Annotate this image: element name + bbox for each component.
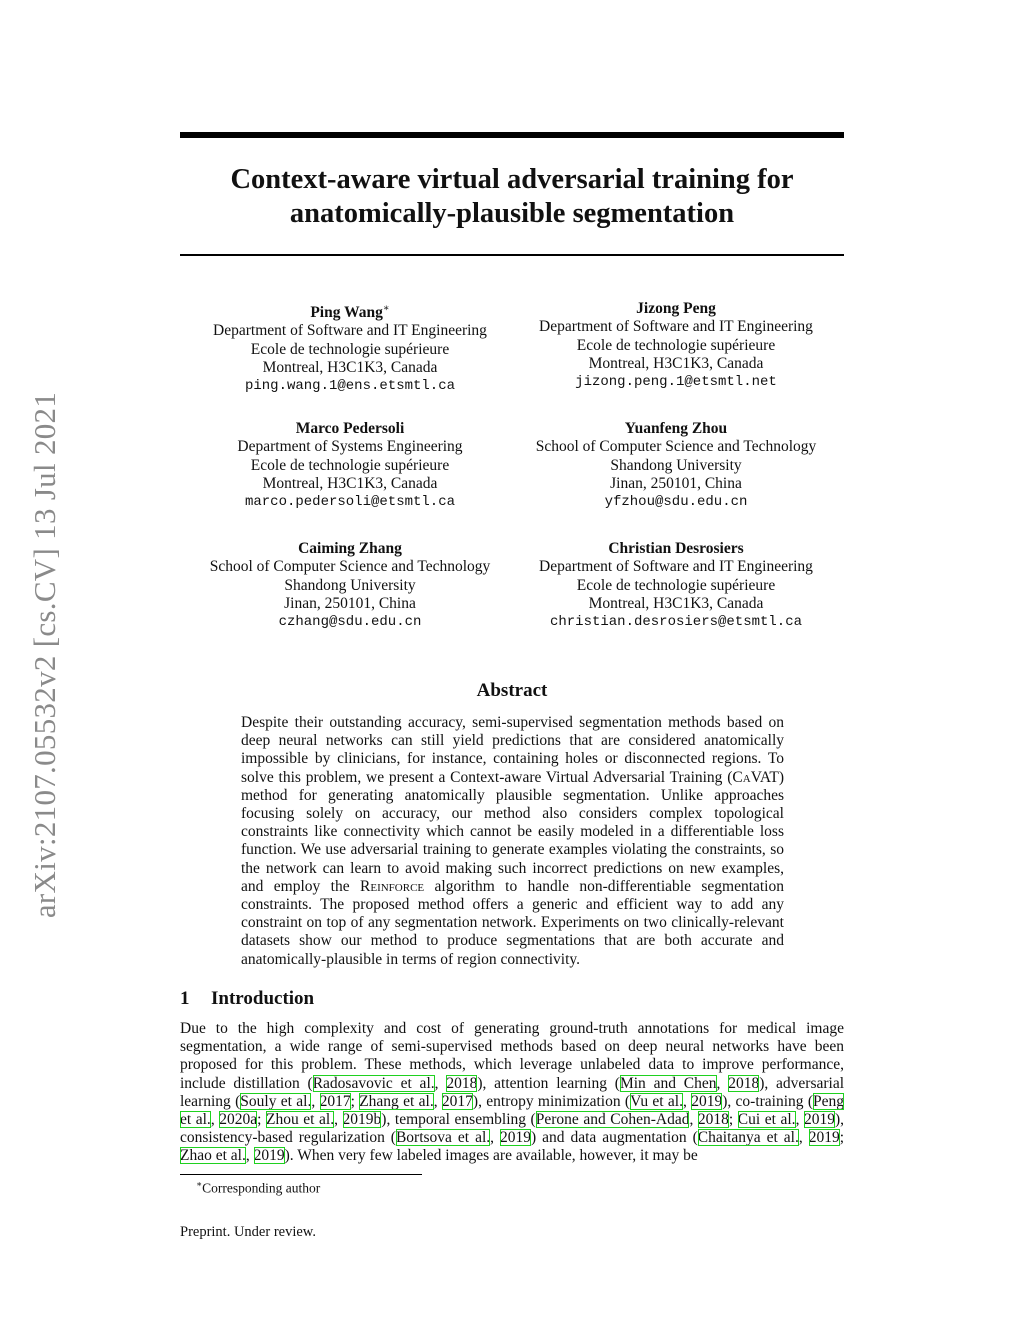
- author-block-3: [185, 420, 515, 511]
- citation-link[interactable]: 2019: [691, 1092, 723, 1110]
- citation-link[interactable]: 2017: [319, 1092, 351, 1110]
- footnote-mark: ∗: [196, 1179, 203, 1189]
- title-rule-bottom: [180, 254, 844, 256]
- author-name: Ping Wang: [310, 304, 383, 322]
- citation-link[interactable]: Vu et al.: [630, 1092, 683, 1110]
- author-institution: Shandong University: [284, 576, 416, 594]
- citation-link[interactable]: 2019: [804, 1111, 835, 1129]
- author-institution: Ecole de technologie supérieure: [576, 336, 776, 354]
- citation-link[interactable]: Cui et al.: [737, 1111, 796, 1129]
- citation-link[interactable]: Min and Chen: [619, 1074, 717, 1092]
- citation-link[interactable]: 2018: [728, 1074, 760, 1092]
- citation-link[interactable]: Bortsova et al.: [395, 1129, 491, 1147]
- section-title: Introduction: [211, 988, 315, 1009]
- section-heading-introduction: [180, 988, 314, 1010]
- author-department: Department of Systems Engineering: [237, 438, 463, 456]
- author-email[interactable]: yfzhou@sdu.edu.cn: [604, 494, 748, 511]
- arxiv-identifier-stamp: [10, 365, 80, 945]
- author-location: Montreal, H3C1K3, Canada: [588, 594, 764, 612]
- citation-link[interactable]: Chaitanya et al.: [697, 1129, 799, 1147]
- author-location: Montreal, H3C1K3, Canada: [588, 354, 764, 372]
- author-name: Caiming Zhang: [298, 540, 402, 557]
- author-name: Yuanfeng Zhou: [624, 420, 728, 437]
- citation-link[interactable]: Zhou et al.: [266, 1111, 335, 1129]
- abstract-text: Despite their outstanding accuracy, semi-supervised segmentation methods based on deep neural networks can still yield predictions that are considered anatomically impossible by clinicians, for instance, containing holes or disconnected regions. To solve this problem, we present a Context-aware Virtual Adversarial Training (CaVAT) method for generating anatomically plausible segmentation. Unlike approaches focusing solely on accuracy, our method also considers complex topological constraints like connectivity which cannot be easily modeled in a differentiable loss function. We use adversarial training to generate examples violating the constraints, so the network can learn to avoid making such incorrect predictions on new examples, and employ the Reinforce algorithm to handle non-differentiable segmentation constraints. The proposed method offers a generic and efficient way to add any constraint on top of any segmentation network. Experiments on two clinically-relevant datasets show our method to produce segmentations that are both accurate and anatomically-plausible in terms of region connectivity.: [241, 714, 784, 968]
- author-block-6: [511, 540, 841, 631]
- author-block-1: [185, 300, 515, 396]
- introduction-paragraph: Due to the high complexity and cost of generating ground-truth annotations for medical image segmentation, a wide range of semi-supervised methods based on deep neural networks have been proposed for this problem. These methods, which leverage unlabeled data to improve performance, include distillation (Radosavovic et al., 2018), attention learning (Min and Chen, 2018), adversarial learning (Souly et al., 2017; Zhang et al., 2017), entropy minimization (Vu et al., 2019), co-training (Peng et al., 2020a; Zhou et al., 2019b), temporal ensembling (Perone and Cohen-Adad, 2018; Cui et al., 2019), consistency-based regularization (Bortsova et al., 2019) and data augmentation (Chaitanya et al., 2019; Zhao et al., 2019). When very few labeled images are available, however, it may be: [180, 1020, 845, 1165]
- author-block-5: [185, 540, 515, 631]
- abstract-heading: Abstract: [476, 680, 548, 701]
- arxiv-stamp-text: arXiv:2107.05532v2 [cs.CV] 13 Jul 2021: [27, 391, 62, 919]
- citation-link[interactable]: Zhang et al.: [359, 1092, 434, 1110]
- author-institution: Ecole de technologie supérieure: [250, 340, 450, 358]
- author-email[interactable]: christian.desrosiers@etsmtl.ca: [549, 614, 803, 631]
- author-email[interactable]: marco.pedersoli@etsmtl.ca: [244, 494, 456, 511]
- author-name: Jizong Peng: [636, 300, 716, 317]
- author-email[interactable]: ping.wang.1@ens.etsmtl.ca: [244, 378, 456, 395]
- author-department: Department of Software and IT Engineering: [213, 322, 487, 340]
- author-institution: Shandong University: [610, 456, 742, 474]
- citation-link[interactable]: Souly et al.: [240, 1092, 312, 1110]
- citation-link[interactable]: Zhao et al.: [180, 1147, 246, 1165]
- author-name: Christian Desrosiers: [608, 540, 744, 557]
- footnote-text: Corresponding author: [202, 1180, 321, 1196]
- citation-link[interactable]: 2019: [500, 1129, 531, 1147]
- citation-link[interactable]: 2017: [441, 1092, 473, 1110]
- author-location: Jinan, 250101, China: [284, 594, 416, 612]
- author-department: Department of Software and IT Engineering: [539, 318, 813, 336]
- reinforce-smallcaps: einforce: [370, 877, 425, 895]
- citation-link[interactable]: Peng et al.: [180, 1092, 845, 1129]
- author-location: Jinan, 250101, China: [610, 474, 742, 492]
- author-email[interactable]: czhang@sdu.edu.cn: [278, 614, 422, 631]
- author-block-4: [511, 420, 841, 511]
- citation-link[interactable]: Perone and Cohen-Adad: [535, 1111, 690, 1129]
- section-number: 1: [180, 988, 190, 1009]
- citation-link[interactable]: 2018: [697, 1111, 729, 1129]
- paper-title: Context-aware virtual adversarial training for anatomically-plausible segmentation: [230, 164, 794, 229]
- author-location: Montreal, H3C1K3, Canada: [262, 359, 438, 377]
- cavat-smallcaps: a: [742, 768, 751, 786]
- citation-link[interactable]: 2019: [808, 1129, 840, 1147]
- corresponding-mark: ∗: [382, 303, 390, 314]
- author-institution: Ecole de technologie supérieure: [250, 456, 450, 474]
- footnote: [196, 1179, 320, 1197]
- citation-link[interactable]: 2018: [446, 1074, 478, 1092]
- author-block-2: [511, 300, 841, 391]
- citation-link[interactable]: 2020a: [219, 1111, 258, 1129]
- title-rule-top: [180, 132, 844, 138]
- citation-link[interactable]: 2019b: [342, 1111, 382, 1129]
- author-department: Department of Software and IT Engineering: [539, 558, 813, 576]
- footnote-rule: [180, 1174, 422, 1175]
- author-department: School of Computer Science and Technology: [535, 438, 817, 456]
- preprint-notice: Preprint. Under review.: [180, 1224, 316, 1240]
- citation-link[interactable]: 2019: [253, 1147, 285, 1165]
- author-department: School of Computer Science and Technology: [209, 558, 491, 576]
- author-location: Montreal, H3C1K3, Canada: [262, 474, 438, 492]
- author-institution: Ecole de technologie supérieure: [576, 576, 776, 594]
- author-email[interactable]: jizong.peng.1@etsmtl.net: [575, 374, 777, 391]
- citation-link[interactable]: Radosavovic et al.: [312, 1074, 435, 1092]
- author-name: Marco Pedersoli: [295, 420, 405, 437]
